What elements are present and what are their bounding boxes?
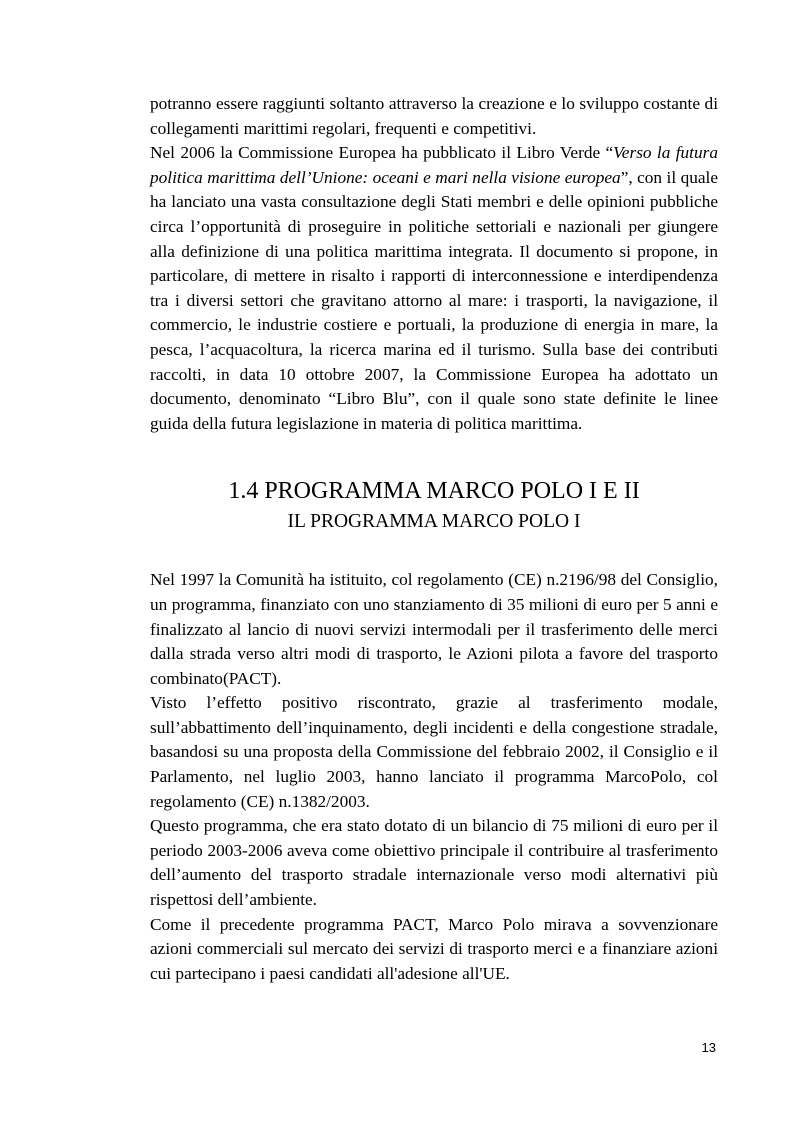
paragraph-marcopolo-launch: Visto l’effetto positivo riscontrato, grazie al trasferimento modale, sull’abbattimento dell’inquinamento, degli incidenti e della congestione stradale, basandosi su una proposta della Commissione del febbraio 2002, il Consiglio e il Parlamento, nel luglio 2003, hanno lanciato il programma MarcoPolo, col regolamento (CE) n.1382/2003. — [150, 693, 718, 811]
paragraph-libro-verde — [150, 141, 718, 436]
paragraph-pact: Nel 1997 la Comunità ha istituito, col regolamento (CE) n.2196/98 del Consiglio, un programma, finanziato con uno stanziamento di 35 milioni di euro per 5 anni e finalizzato al lancio di nuovi servizi intermodali per il trasferimento delle merci dalla strada verso altri modi di trasporto, le Azioni pilota a favore del trasporto combinato(PACT). — [150, 570, 718, 688]
paragraph-libro-verde-lead: Nel 2006 la Commissione Europea ha pubblicato il Libro Verde “ — [150, 143, 614, 163]
section-body — [150, 568, 718, 986]
page-number: 13 — [701, 1040, 716, 1055]
paragraph-sovvenzioni: Come il precedente programma PACT, Marco Polo mirava a sovvenzionare azioni commerciali sul mercato dei servizi di trasporto merci e a finanziare azioni cui partecipano i paesi candidati all'adesione all'UE. — [150, 914, 718, 983]
paragraph-libro-verde-body: ”, con il quale ha lanciato una vasta consultazione degli Stati membri e delle opinioni pubbliche circa l’opportunità di proseguire in politiche settoriali e nazionali per giungere alla definizione di una politica marittima integrata. Il documento si propone, in particolare, di mettere in risalto i rapporti di interconnessione e interdipendenza tra i diversi settori che gravitano attorno al mare: i trasporti, la navigazione, il commercio, le industrie costiere e portuali, la produzione di energia in mare, la pesca, l’acquacoltura, la ricerca marina ed il turismo. Sulla base dei contributi raccolti, in data 10 ottobre 2007, la Commissione Europea ha adottato un documento, denominato “Libro Blu”, con il quale sono state definite le linee guida della futura legislazione in materia di politica marittima. — [150, 167, 718, 433]
paragraph-bilancio: Questo programma, che era stato dotato di un bilancio di 75 milioni di euro per il periodo 2003-2006 aveva come obiettivo principale il contribuire al trasferimento dell’aumento del trasporto stradale internazionale verso modi alternativi più rispettosi dell’ambiente. — [150, 816, 718, 910]
section-heading — [150, 476, 718, 536]
libro-verde-title: Verso la futura politica marittima dell’Unione: oceani e mari nella visione europea — [150, 143, 718, 187]
section-title: 1.4 PROGRAMMA MARCO POLO I E II — [228, 478, 640, 505]
paragraph-collegamenti: potranno essere raggiunti soltanto attraverso la creazione e lo sviluppo costante di collegamenti marittimi regolari, frequenti e competitivi. — [150, 94, 718, 138]
section-subtitle: IL PROGRAMMA MARCO POLO I — [287, 511, 581, 533]
document-page — [150, 92, 718, 986]
